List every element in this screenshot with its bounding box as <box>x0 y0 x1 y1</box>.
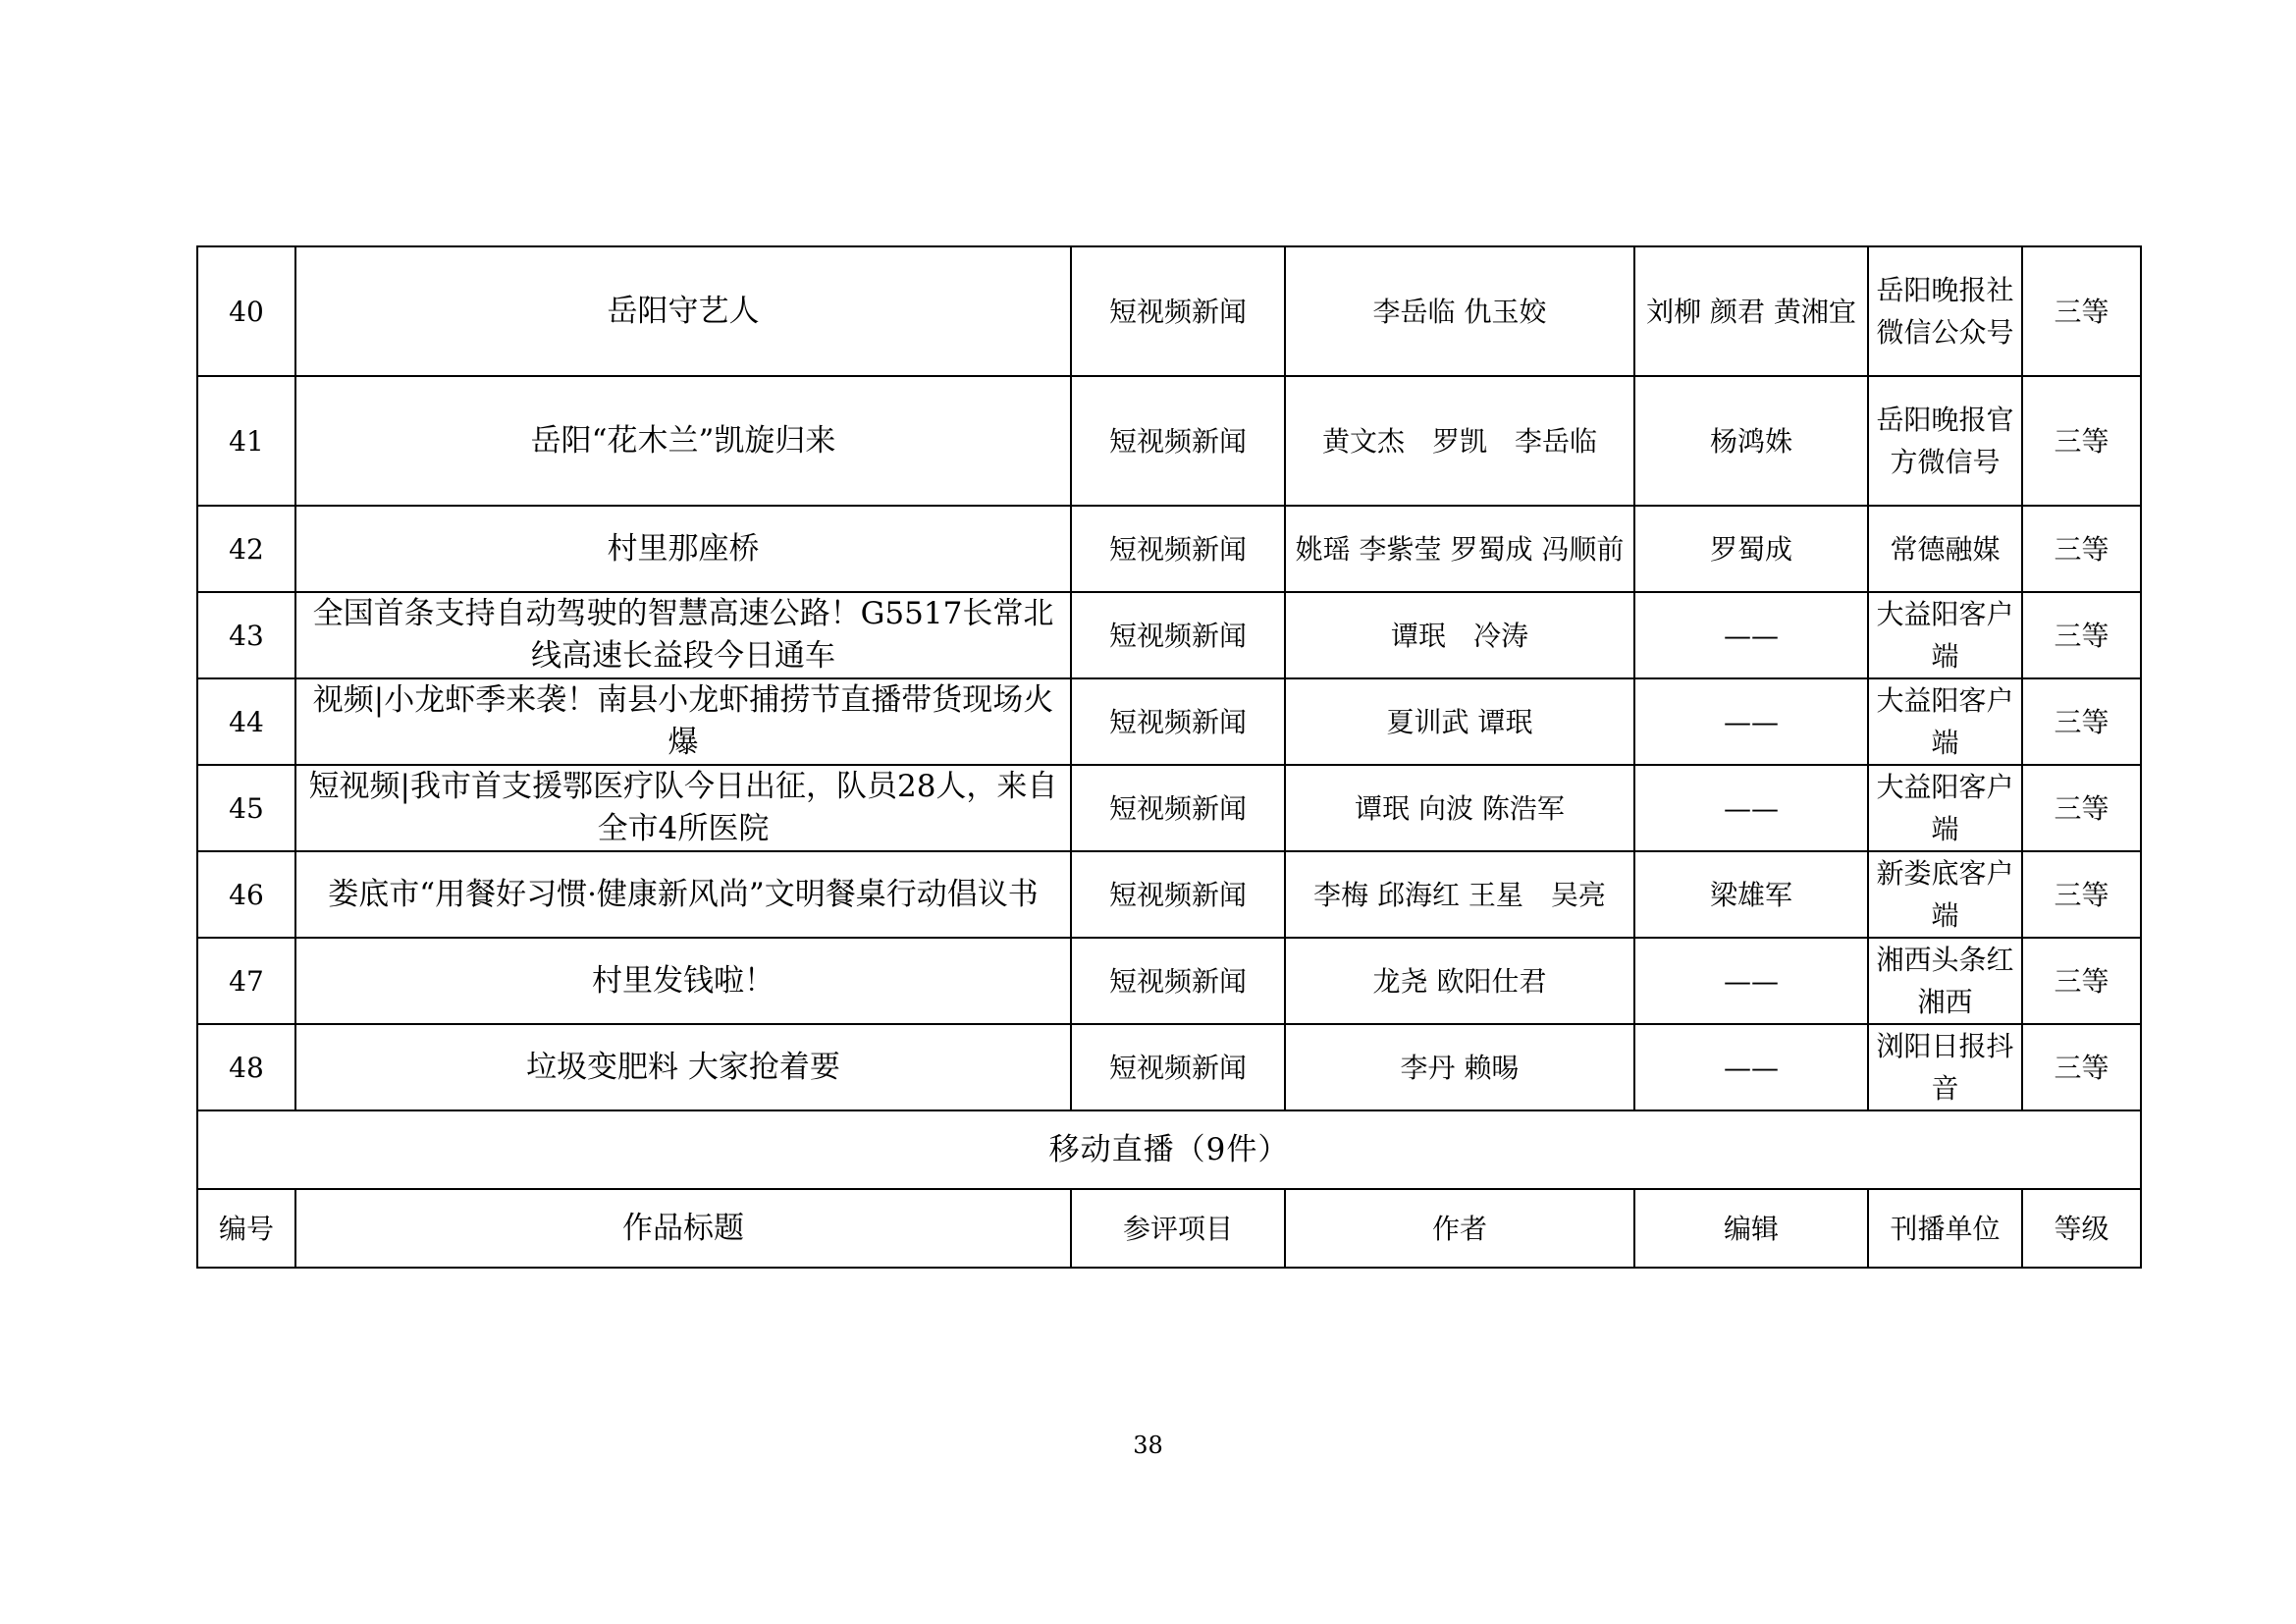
cell-authors: 龙尧 欧阳仕君 <box>1285 938 1634 1024</box>
table-row <box>197 1024 2141 1110</box>
cell-category: 短视频新闻 <box>1071 376 1285 506</box>
cell-editor: —— <box>1634 678 1868 765</box>
cell-category: 短视频新闻 <box>1071 938 1285 1024</box>
cell-title: 岳阳“花木兰”凯旋归来 <box>295 376 1071 506</box>
cell-category: 短视频新闻 <box>1071 246 1285 376</box>
header-row <box>197 1189 2141 1268</box>
cell-id: 48 <box>197 1024 295 1110</box>
cell-editor: —— <box>1634 765 1868 851</box>
cell-title: 娄底市“用餐好习惯·健康新风尚”文明餐桌行动倡议书 <box>295 851 1071 938</box>
cell-grade: 三等 <box>2022 246 2141 376</box>
cell-grade: 三等 <box>2022 592 2141 678</box>
cell-authors: 姚瑶 李紫莹 罗蜀成 冯顺前 <box>1285 506 1634 592</box>
cell-grade: 三等 <box>2022 678 2141 765</box>
cell-id: 41 <box>197 376 295 506</box>
header-category: 参评项目 <box>1071 1189 1285 1268</box>
cell-id: 43 <box>197 592 295 678</box>
cell-publisher: 岳阳晚报官方微信号 <box>1868 376 2022 506</box>
cell-publisher: 新娄底客户端 <box>1868 851 2022 938</box>
page-number: 38 <box>1133 1432 1163 1459</box>
cell-id: 40 <box>197 246 295 376</box>
table-row <box>197 938 2141 1024</box>
cell-authors: 李丹 赖晹 <box>1285 1024 1634 1110</box>
header-publisher: 刊播单位 <box>1868 1189 2022 1268</box>
cell-authors: 夏训武 谭珉 <box>1285 678 1634 765</box>
cell-authors: 黄文杰 罗凯 李岳临 <box>1285 376 1634 506</box>
table-row <box>197 851 2141 938</box>
cell-title: 村里那座桥 <box>295 506 1071 592</box>
cell-id: 46 <box>197 851 295 938</box>
table-row <box>197 506 2141 592</box>
header-grade: 等级 <box>2022 1189 2141 1268</box>
cell-category: 短视频新闻 <box>1071 765 1285 851</box>
cell-editor: —— <box>1634 592 1868 678</box>
cell-category: 短视频新闻 <box>1071 592 1285 678</box>
cell-publisher: 湘西头条红湘西 <box>1868 938 2022 1024</box>
cell-editor: 刘柳 颜君 黄湘宜 <box>1634 246 1868 376</box>
cell-publisher: 大益阳客户端 <box>1868 592 2022 678</box>
section-title: 移动直播（9件） <box>197 1110 2141 1189</box>
cell-authors: 谭珉 向波 陈浩军 <box>1285 765 1634 851</box>
cell-id: 45 <box>197 765 295 851</box>
cell-editor: —— <box>1634 1024 1868 1110</box>
cell-title: 岳阳守艺人 <box>295 246 1071 376</box>
cell-authors: 谭珉 冷涛 <box>1285 592 1634 678</box>
cell-editor: 梁雄军 <box>1634 851 1868 938</box>
header-id: 编号 <box>197 1189 295 1268</box>
cell-publisher: 浏阳日报抖音 <box>1868 1024 2022 1110</box>
cell-editor: 杨鸿姝 <box>1634 376 1868 506</box>
cell-publisher: 大益阳客户端 <box>1868 678 2022 765</box>
cell-publisher: 岳阳晚报社微信公众号 <box>1868 246 2022 376</box>
table-row <box>197 678 2141 765</box>
cell-title: 全国首条支持自动驾驶的智慧高速公路！G5517长常北线高速长益段今日通车 <box>295 592 1071 678</box>
cell-grade: 三等 <box>2022 938 2141 1024</box>
cell-id: 42 <box>197 506 295 592</box>
table-row <box>197 765 2141 851</box>
cell-category: 短视频新闻 <box>1071 678 1285 765</box>
header-authors: 作者 <box>1285 1189 1634 1268</box>
cell-publisher: 大益阳客户端 <box>1868 765 2022 851</box>
cell-category: 短视频新闻 <box>1071 1024 1285 1110</box>
cell-grade: 三等 <box>2022 765 2141 851</box>
section-row <box>197 1110 2141 1189</box>
cell-grade: 三等 <box>2022 1024 2141 1110</box>
table-row <box>197 246 2141 376</box>
cell-title: 垃圾变肥料 大家抢着要 <box>295 1024 1071 1110</box>
cell-grade: 三等 <box>2022 506 2141 592</box>
cell-editor: —— <box>1634 938 1868 1024</box>
table-row <box>197 376 2141 506</box>
cell-id: 47 <box>197 938 295 1024</box>
header-editor: 编辑 <box>1634 1189 1868 1268</box>
cell-category: 短视频新闻 <box>1071 506 1285 592</box>
cell-grade: 三等 <box>2022 376 2141 506</box>
cell-grade: 三等 <box>2022 851 2141 938</box>
awards-table <box>196 245 2142 1269</box>
cell-authors: 李梅 邱海红 王星 吴亮 <box>1285 851 1634 938</box>
table-row <box>197 592 2141 678</box>
cell-authors: 李岳临 仇玉姣 <box>1285 246 1634 376</box>
cell-title: 村里发钱啦！ <box>295 938 1071 1024</box>
cell-category: 短视频新闻 <box>1071 851 1285 938</box>
cell-editor: 罗蜀成 <box>1634 506 1868 592</box>
cell-publisher: 常德融媒 <box>1868 506 2022 592</box>
cell-title: 视频|小龙虾季来袭！南县小龙虾捕捞节直播带货现场火爆 <box>295 678 1071 765</box>
cell-id: 44 <box>197 678 295 765</box>
header-title: 作品标题 <box>295 1189 1071 1268</box>
cell-title: 短视频|我市首支援鄂医疗队今日出征，队员28人，来自全市4所医院 <box>295 765 1071 851</box>
